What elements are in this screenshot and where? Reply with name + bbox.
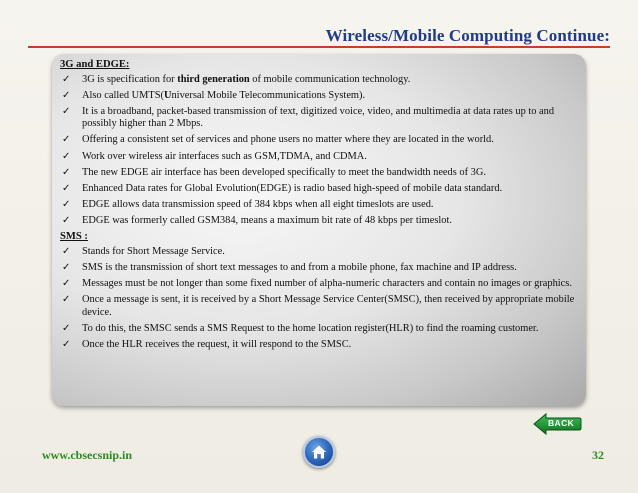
list-item: ✓ Enhanced Data rates for Global Evolution(EDGE) is radio based high-speed of mobile data standard.	[62, 182, 503, 194]
check-icon: ✓	[62, 322, 71, 334]
list-item: ✓ Work over wireless air interfaces such as GSM,TDMA, and CDMA.	[62, 150, 367, 162]
list-item: ✓ The new EDGE air interface has been developed specifically to meet the bandwidth needs of 3G.	[62, 166, 486, 178]
home-button[interactable]	[303, 436, 335, 468]
list-sms	[60, 246, 576, 351]
list-item: ✓ Messages must be not longer than some fixed number of alpha-numeric characters and contain no images or graphics.	[62, 278, 572, 290]
content-panel	[52, 54, 586, 406]
back-label: BACK	[548, 418, 575, 428]
list-item: ✓ Also called UMTS(Universal Mobile Telecommunications System).	[62, 90, 366, 102]
section-heading-sms: SMS :	[60, 231, 88, 243]
list-item: ✓ It is a broadband, packet-based transmission of text, digitized voice, video, and multimedia at data rates up to and possibly higher than 2 Mbps.	[62, 106, 555, 130]
list-3g-edge	[60, 74, 576, 227]
check-icon: ✓	[62, 90, 71, 102]
check-icon: ✓	[62, 74, 71, 86]
list-item: ✓ EDGE allows data transmission speed of 384 kbps when all eight timeslots are used.	[62, 198, 434, 210]
footer-website-link[interactable]: www.cbsecsnip.in	[42, 448, 133, 462]
section-heading-3g-edge: 3G and EDGE:	[60, 59, 130, 70]
list-item: ✓ Stands for Short Message Service.	[62, 246, 225, 258]
list-item: ✓ Offering a consistent set of services and phone users no matter where they are located in the world.	[62, 134, 494, 146]
check-icon: ✓	[62, 182, 71, 194]
check-icon: ✓	[62, 338, 71, 350]
list-item: ✓ Once a message is sent, it is received by a Short Message Service Center(SMSC), then received by appropriate mobile device.	[62, 294, 575, 318]
home-icon	[311, 444, 327, 460]
page-number: 32	[592, 448, 604, 462]
list-item: ✓ SMS is the transmission of short text messages to and from a mobile phone, fax machine and IP address.	[62, 262, 517, 274]
check-icon: ✓	[62, 278, 71, 290]
check-icon: ✓	[62, 150, 71, 162]
list-item: ✓ To do this, the SMSC sends a SMS Request to the home location register(HLR) to find the roaming customer.	[62, 322, 539, 334]
check-icon: ✓	[62, 198, 71, 210]
list-item: ✓ Once the HLR receives the request, it will respond to the SMSC.	[62, 338, 352, 350]
check-icon: ✓	[62, 262, 71, 274]
list-item: ✓ 3G is specification for third generation of mobile communication technology.	[62, 74, 411, 86]
check-icon: ✓	[62, 134, 71, 146]
check-icon: ✓	[62, 106, 71, 118]
slide-title: Wireless/Mobile Computing Continue:	[325, 26, 610, 45]
check-icon: ✓	[62, 294, 71, 306]
check-icon: ✓	[62, 246, 71, 258]
check-icon: ✓	[62, 214, 71, 226]
list-item: ✓ EDGE was formerly called GSM384, means a maximum bit rate of 48 kbps per timeslot.	[62, 214, 452, 226]
check-icon: ✓	[62, 166, 71, 178]
back-button[interactable]	[532, 412, 582, 436]
